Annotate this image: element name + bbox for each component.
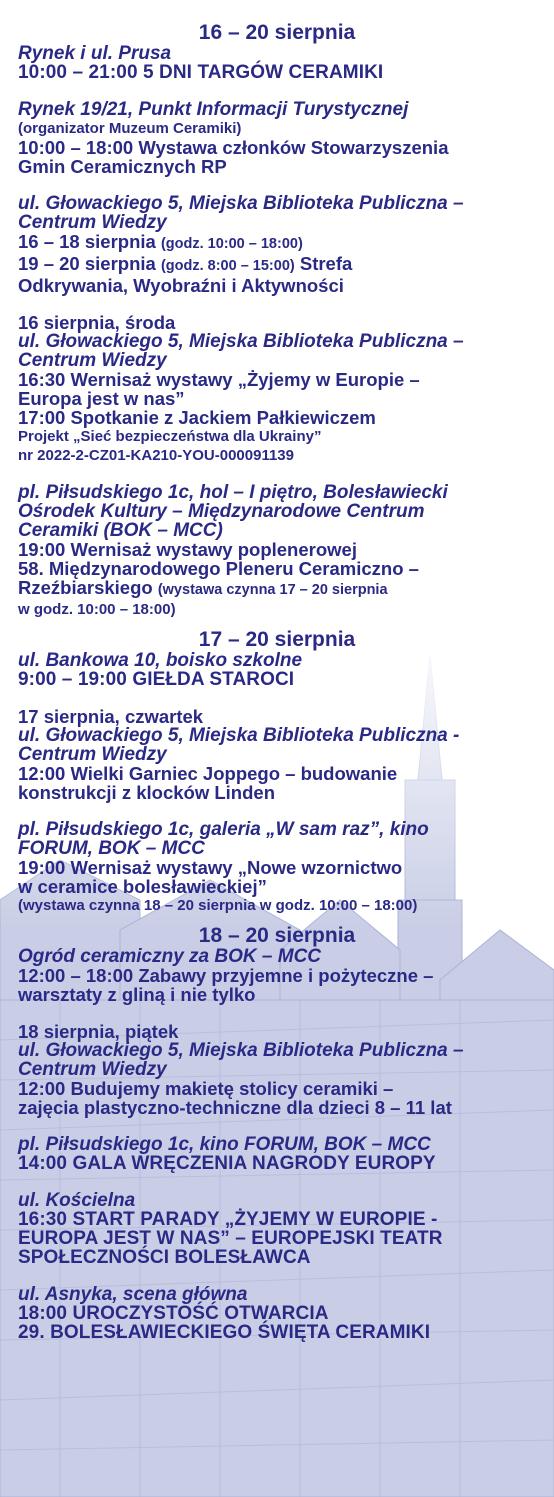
- project-name: Projekt „Sieć bezpieczeństwa dla Ukrainy”: [18, 428, 322, 445]
- event-place: ul. Głowackiego 5, Miejska Biblioteka Publiczna –: [18, 193, 464, 214]
- event-date-range: 16 – 18 sierpnia: [18, 231, 156, 252]
- event-time-title: SPOŁECZNOŚCI BOLESŁAWCA: [18, 1247, 311, 1268]
- event-date-range: 19 – 20 sierpnia: [18, 253, 156, 274]
- event-place: ul. Głowackiego 5, Miejska Biblioteka Publiczna –: [18, 1040, 464, 1061]
- event-text: zajęcia plastyczno-techniczne dla dzieci 8 – 11 lat: [18, 1097, 452, 1118]
- event-place: Centrum Wiedzy: [18, 1059, 167, 1080]
- event-place: Centrum Wiedzy: [18, 744, 167, 765]
- event-text: 16:30 Wernisaż wystawy „Żyjemy w Europie –: [18, 369, 420, 390]
- event-place: ul. Bankowa 10, boisko szkolne: [18, 650, 303, 671]
- event-title: Strefa: [299, 253, 353, 274]
- event-text: 19:00 Wernisaż wystawy poplenerowej: [18, 539, 357, 560]
- event-title: Rzeźbiarskiego: [18, 577, 153, 598]
- event-time-title: EUROPA JEST W NAS” – EUROPEJSKI TEATR: [18, 1228, 443, 1249]
- event-time-title: 29. BOLESŁAWIECKIEGO ŚWIĘTA CERAMIKI: [18, 1322, 431, 1343]
- event-place: Rynek 19/21, Punkt Informacji Turystycznej: [18, 99, 409, 120]
- event-time-title: 9:00 – 19:00 GIEŁDA STAROCI: [18, 669, 295, 690]
- event-text: Odkrywania, Wyobraźni i Aktywności: [18, 275, 344, 296]
- event-text: 12:00 – 18:00 Zabawy przyjemne i pożyteczne –: [18, 965, 434, 986]
- day-heading-16-20: 16 – 20 sierpnia: [198, 21, 356, 44]
- event-text: Europa jest w nas”: [18, 388, 185, 409]
- event-place: Centrum Wiedzy: [18, 212, 167, 233]
- event-place: Ośrodek Kultury – Międzynarodowe Centrum: [18, 501, 425, 522]
- event-place: pl. Piłsudskiego 1c, hol – I piętro, Bolesławiecki: [18, 482, 448, 503]
- event-place: Rynek i ul. Prusa: [18, 43, 172, 64]
- project-number: nr 2022-2-CZ01-KA210-YOU-000091139: [18, 447, 294, 464]
- event-text: Gmin Ceramicznych RP: [18, 156, 227, 177]
- event-date: 18 sierpnia, piątek: [18, 1021, 179, 1042]
- event-text: [18, 578, 536, 600]
- event-place: ul. Kościelna: [18, 1190, 136, 1211]
- event-hours-note: (godz. 8:00 – 15:00): [160, 258, 295, 274]
- event-text: 10:00 – 18:00 Wystawa członków Stowarzyszenia: [18, 137, 449, 158]
- event-hours-note: (wystawa czynna 17 – 20 sierpnia: [157, 582, 388, 598]
- event-text: [18, 254, 536, 276]
- event-time-title: 18:00 UROCZYSTOŚĆ OTWARCIA: [18, 1303, 329, 1324]
- event-time-title: 10:00 – 21:00 5 DNI TARGÓW CERAMIKI: [18, 62, 384, 83]
- event-place: Ogród ceramiczny za BOK – MCC: [18, 946, 322, 967]
- event-time-title: 16:30 START PARADY „ŻYJEMY W EUROPIE -: [18, 1209, 438, 1230]
- event-place: pl. Piłsudskiego 1c, galeria „W sam raz”, kino: [18, 819, 429, 840]
- event-place: ul. Asnyka, scena główna: [18, 1284, 248, 1305]
- event-text: warsztaty z gliną i nie tylko: [18, 984, 256, 1005]
- event-place: ul. Głowackiego 5, Miejska Biblioteka Publiczna –: [18, 331, 464, 352]
- event-text: 12:00 Budujemy makietę stolicy ceramiki –: [18, 1078, 394, 1099]
- event-hours-note: (godz. 10:00 – 18:00): [160, 236, 303, 252]
- event-date: 17 sierpnia, czwartek: [18, 706, 204, 727]
- event-place: ul. Głowackiego 5, Miejska Biblioteka Publiczna -: [18, 725, 460, 746]
- event-place: pl. Piłsudskiego 1c, kino FORUM, BOK – MCC: [18, 1134, 431, 1155]
- event-text: [18, 232, 536, 254]
- event-text: w ceramice bolesławieckiej”: [18, 876, 267, 897]
- event-text: konstrukcji z klocków Linden: [18, 782, 275, 803]
- event-text: 58. Międzynarodowego Pleneru Ceramiczno –: [18, 558, 419, 579]
- event-text: 19:00 Wernisaż wystawy „Nowe wzornictwo: [18, 857, 403, 878]
- day-heading-17-20: 17 – 20 sierpnia: [198, 628, 356, 651]
- event-place: Ceramiki (BOK – MCC): [18, 520, 223, 541]
- event-hours-note: w godz. 10:00 – 18:00): [18, 601, 176, 618]
- event-text: 12:00 Wielki Garniec Joppego – budowanie: [18, 763, 398, 784]
- event-place: FORUM, BOK – MCC: [18, 838, 205, 859]
- event-organizer: (organizator Muzeum Ceramiki): [18, 120, 242, 137]
- day-heading-18-20: 18 – 20 sierpnia: [198, 924, 356, 947]
- event-date: 16 sierpnia, środa: [18, 312, 176, 333]
- event-hours-note: (wystawa czynna 18 – 20 sierpnia w godz. 10:00 – 18:00): [18, 897, 418, 914]
- event-time-title: 14:00 GALA WRĘCZENIA NAGRODY EUROPY: [18, 1153, 436, 1174]
- event-text: 17:00 Spotkanie z Jackiem Pałkiewiczem: [18, 407, 376, 428]
- event-place: Centrum Wiedzy: [18, 350, 167, 371]
